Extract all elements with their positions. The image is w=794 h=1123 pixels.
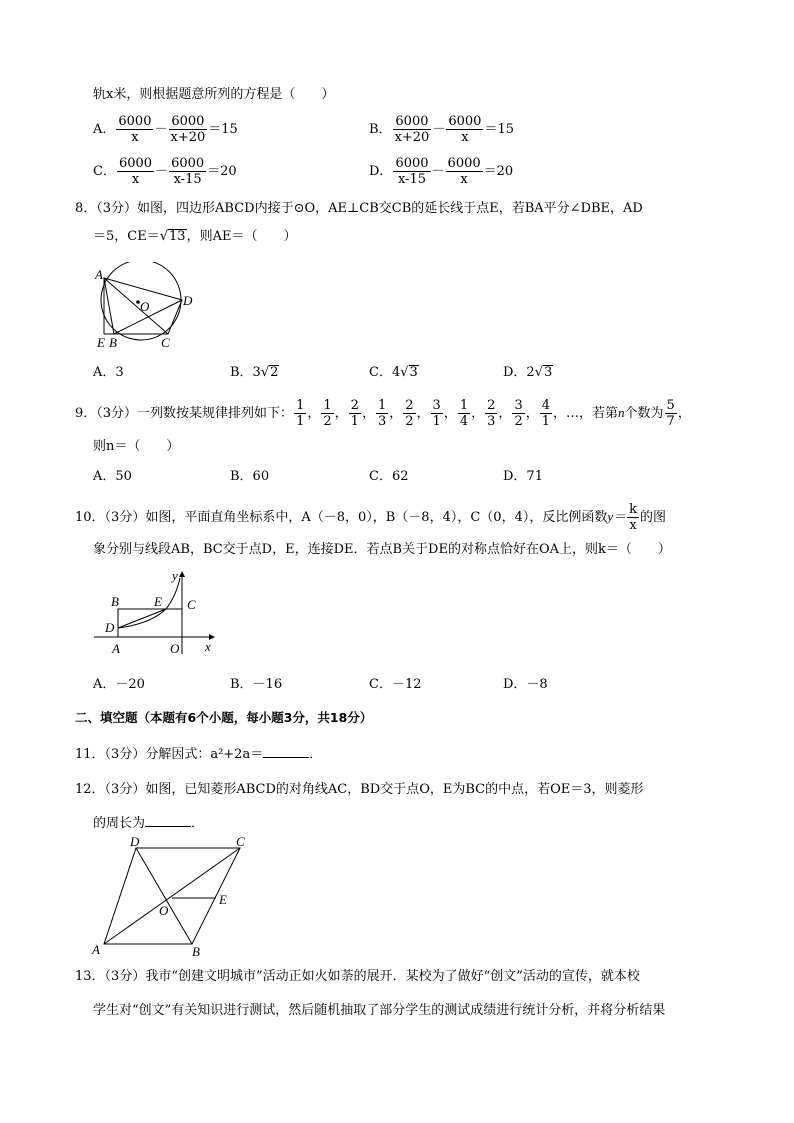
label-c: C — [161, 335, 170, 350]
label-c: C — [187, 597, 196, 612]
label-d: D — [105, 620, 115, 635]
sequence-fraction: $\frac{2}{2}$ — [405, 398, 414, 429]
sequence-fraction: $\frac{1}{4}$ — [459, 398, 469, 429]
diagonal-ac — [104, 278, 168, 334]
sequence-fraction: $\frac{1}{2}$ — [323, 398, 332, 429]
label-d: D — [130, 836, 140, 849]
hyperbola-curve — [118, 578, 180, 628]
fraction: $\frac{6000}{x-15}$ — [395, 156, 429, 187]
q7-option-d[interactable]: D． $\frac{6000}{x-15}$ － $\frac{6000}{x}$ ＝20 — [369, 156, 514, 187]
label-e: E — [154, 594, 162, 609]
q12-figure — [88, 836, 256, 958]
q7-option-c[interactable]: C． $\frac{6000}{x}$ － $\frac{6000}{x-15}$ ＝20 — [93, 156, 237, 187]
fraction: $\frac{6000}{x}$ — [447, 156, 481, 187]
label-e: E — [219, 892, 227, 907]
section-title: 二、填空题（本题有6个小题，每小题3分，共18分） — [75, 710, 373, 725]
q9-option-a[interactable]: A．50 — [93, 469, 132, 484]
fraction: $\frac{6000}{x+20}$ — [394, 114, 430, 145]
label-y: y — [172, 568, 178, 583]
label-x: x — [205, 639, 211, 654]
label-b: B — [192, 944, 200, 958]
label-c: C — [236, 836, 245, 849]
q8-figure — [92, 262, 202, 350]
q12-line-2: 的周长为 ． — [93, 816, 205, 831]
sequence-fraction: $\frac{3}{2}$ — [514, 398, 523, 429]
q10-figure — [92, 566, 222, 658]
q8-option-c[interactable]: C．4√3 — [369, 365, 418, 380]
sequence-fraction: $\frac{2}{1}$ — [350, 398, 359, 429]
label-a: A — [95, 267, 103, 282]
label-e: E — [97, 335, 105, 350]
q9-option-b[interactable]: B．60 — [230, 469, 270, 484]
answer-blank[interactable] — [263, 745, 309, 758]
label-b: B — [109, 335, 117, 350]
sequence-fraction: $\frac{1}{3}$ — [377, 398, 387, 429]
fraction: $\frac{6000}{x}$ — [118, 156, 153, 187]
q10-line-2: 象分别与线段AB，BC交于点D，E，连接DE．若点B关于DE的对称点恰好在OA上，则k＝（ ） — [93, 542, 671, 557]
fraction-target: $\frac{5}{7}$ — [666, 398, 675, 429]
label-d: D — [183, 293, 193, 308]
sequence-fraction: $\frac{3}{1}$ — [432, 398, 441, 429]
q10-option-d[interactable]: D．－8 — [503, 677, 548, 692]
segment-de — [118, 609, 166, 628]
q7-stem: 轨x米，则根据题意所列的方程是（ ） — [93, 87, 335, 102]
q9-option-d[interactable]: D．71 — [503, 469, 543, 484]
label-o: O — [159, 903, 169, 918]
sequence-fraction: $\frac{4}{1}$ — [541, 398, 551, 429]
q8-line-2: ＝5，CE＝√13，则AE＝（ ） — [93, 229, 297, 244]
sequence-fraction: $\frac{2}{3}$ — [487, 398, 496, 429]
q9-line-1: 9．（3分）一列数按某规律排列如下： $\frac{1}{1}$ ， $\frac{1}{2}$ ， $\frac{2}{1}$ ， $\frac{1}{3}$ ， $\frac{2}{2}$ ， $\frac{3}{1}$ ， $\frac{1}{4}$ ， $\frac{2}{3}$ ， $\frac{3}{2}$ ， $\frac{4}{1}$ ，…，若第n个数为 $\frac{5}{7}$ ， — [75, 398, 691, 429]
label-b: B — [111, 594, 119, 609]
q7-option-b[interactable]: B． $\frac{6000}{x+20}$ － $\frac{6000}{x}$ ＝15 — [369, 114, 514, 145]
label-o: O — [140, 299, 150, 314]
fraction: $\frac{6000}{x}$ — [448, 114, 482, 145]
q9-option-c[interactable]: C．62 — [369, 469, 409, 484]
q13-line-2: 学生对“创文”有关知识进行测试，然后随机抽取了部分学生的测试成绩进行统计分析，并将分析结果 — [93, 1003, 666, 1018]
q10-line-1: 10．（3分）如图，平面直角坐标系中，A（－8，0），B（－8，4），C（0，4），反比例函数y＝ $\frac{k}{x}$ 的图 — [75, 502, 667, 533]
fraction: $\frac{6000}{x+20}$ — [170, 114, 206, 145]
q13-line-1: 13．（3分）我市“创建文明城市”活动正如火如荼的展开．某校为了做好“创文”活动的宣传，就本校 — [75, 969, 640, 984]
answer-blank[interactable] — [145, 814, 191, 827]
q8-option-b[interactable]: B．3√2 — [230, 365, 279, 380]
q11-line: 11．（3分）分解因式：a²+2a＝ ． — [75, 747, 323, 762]
q8-line-1: 8．（3分）如图，四边形ABCD内接于⊙O，AE⊥CB交CB的延长线于点E，若BA平分∠DBE，AD — [75, 201, 643, 216]
fraction: $\frac{6000}{x-15}$ — [171, 156, 205, 187]
q8-option-d[interactable]: D．2√3 — [503, 365, 553, 380]
rectangle-oabc — [118, 609, 182, 637]
q10-option-b[interactable]: B．－16 — [230, 677, 283, 692]
fraction: $\frac{6000}{x}$ — [118, 114, 152, 145]
label-o: O — [170, 641, 180, 656]
q10-option-c[interactable]: C．－12 — [369, 677, 422, 692]
label-a: A — [92, 942, 100, 957]
q7-option-a[interactable]: A． $\frac{6000}{x}$ － $\frac{6000}{x+20}$ ＝15 — [93, 114, 238, 145]
fraction-k-over-x: $\frac{k}{x}$ — [629, 502, 638, 533]
diagonal-bd — [136, 848, 192, 944]
q8-option-a[interactable]: A．3 — [93, 365, 124, 380]
label-a: A — [112, 641, 120, 656]
sequence-fraction: $\frac{1}{1}$ — [296, 398, 305, 429]
q10-option-a[interactable]: A．－20 — [93, 677, 145, 692]
q9-line-2: 则n＝（ ） — [93, 439, 180, 454]
q12-line-1: 12．（3分）如图，已知菱形ABCD的对角线AC，BD交于点O，E为BC的中点，若OE＝3，则菱形 — [75, 782, 644, 797]
